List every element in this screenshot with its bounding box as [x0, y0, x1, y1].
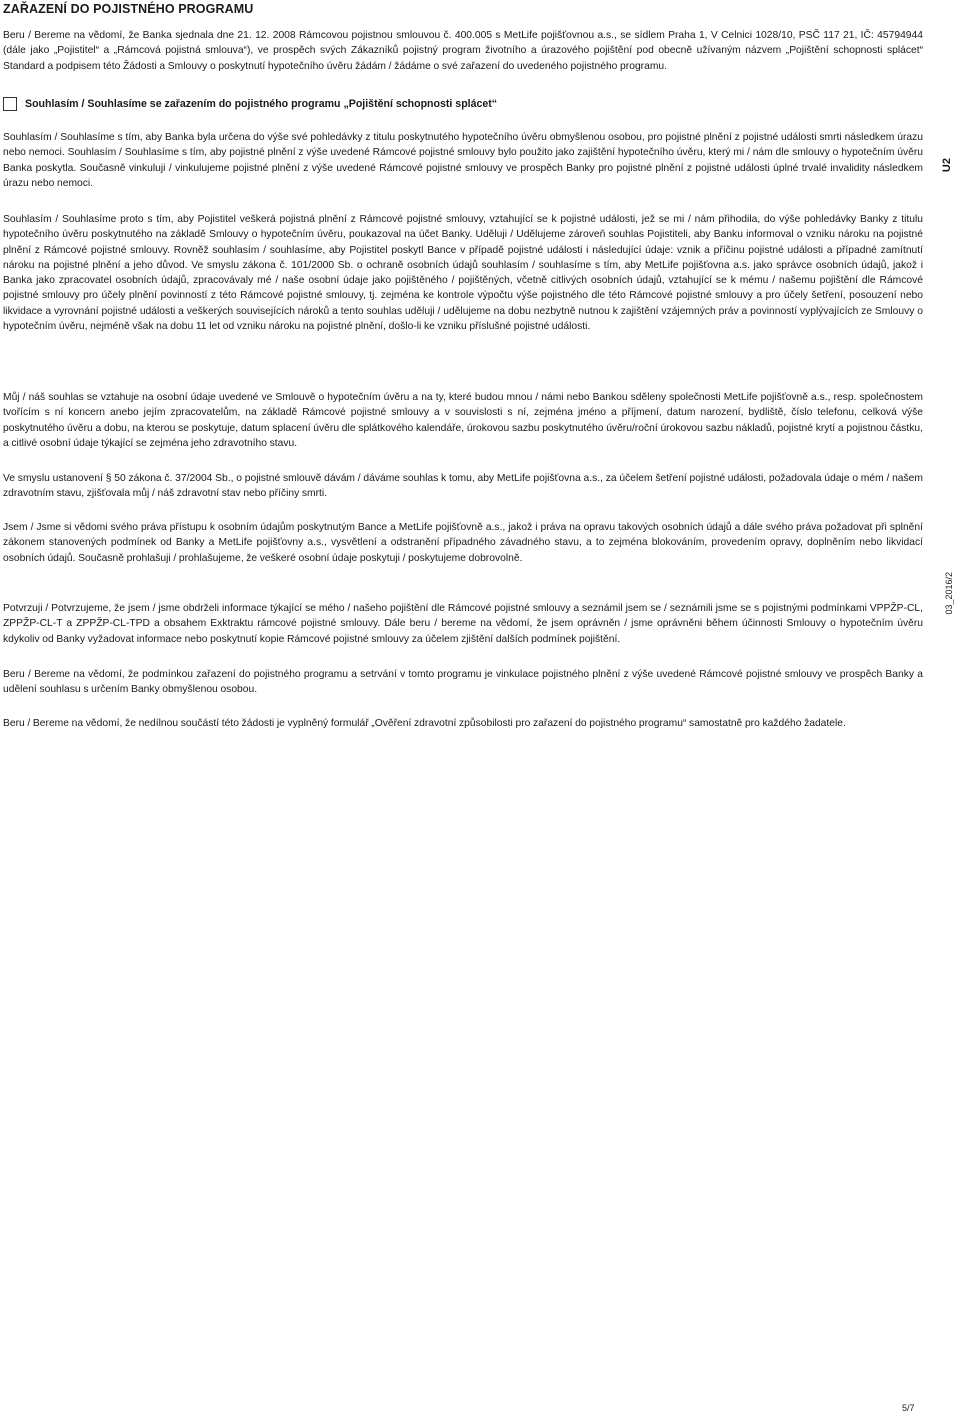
consent-checkbox-label: Souhlasím / Souhlasíme se zařazením do pojistného programu „Pojištění schopnosti splácet“	[25, 98, 498, 110]
paragraph-data-consent: Souhlasím / Souhlasíme proto s tím, aby Pojistitel veškerá pojistná plnění z Rámcové pojistné smlouvy, vztahující se k pojistné události, jež se mi / nám přihodila, do výše pohledávky Banky z titulu hypotečního úvěru poskytnutého na základě Smlouvy o hypotečním úvěru, poukazoval na účet Banky. Uděluji / Udělujeme zároveň souhlas Pojistiteli, aby Banku informoval o vzniku nároku na pojistné plnění z Rámcové pojistné smlouvy. Rovněž souhlasím / souhlasíme, aby Pojistitel poskytl Bance v případě pojistné události i následující údaje: vznik a příčinu pojistné události a případné zamítnutí nároku na pojistné plnění a jeho důvod. Ve smyslu zákona č. 101/2000 Sb. o ochraně osobních údajů souhlasím / souhlasíme s tím, aby MetLife pojišťovna a.s. jako správce osobních údajů, jakož i Banka jako zpracovatel osobních údajů, zpracovávaly mé / naše osobní údaje jako pojištěného / pojištěných, včetně citlivých osobních údajů, vztahující se k mému / našemu pojištění dle Rámcové pojistné smlouvy pro účely plnění povinností z této Rámcové pojistné smlouvy, tj. zejména ke kontrole výpočtu výše pojistného dle této Rámcové pojistné smlouvy a pro účely šetření, posouzení nebo likvidace a vyrovnání pojistné události a veškerých souvisejících nároků a tento souhlas uděluji / udělujeme na dobu nezbytně nutnou k zajištění vzájemných práv a povinností vyplývajících ze Smlouvy o hypotečním úvěru, nejméně však na dobu 11 let od vzniku nároku na pojistné plnění, došlo-li ke vzniku příslušné pojistné události.	[3, 214, 923, 333]
paragraph-rights: Jsem / Jsme si vědomi svého práva přístupu k osobním údajům poskytnutým Bance a MetLife pojišťovně a.s., jakož i práva na opravu takových osobních údajů a dále svého práva požadovat při splnění zákonem stanovených podmínek od Banky a MetLife pojišťovny a.s., vysvětlení a odstranění případného závadného stavu, a to zejména blokováním, provedením opravy, doplněním nebo likvidací osobních údajů. Současně prohlašuji / prohlašujeme, že veškeré osobní údaje poskytuji / poskytujeme dobrovolně.	[3, 522, 923, 564]
consent-checkbox[interactable]	[3, 97, 17, 111]
paragraph-confirmation: Potvrzuji / Potvrzujeme, že jsem / jsme obdrželi informace týkající se mého / našeho pojištění dle Rámcové pojistné smlouvy a seznámil jsem se / seznámili jsme se s pojistnými podmínkami VPPŽP-CL, ZPPŽP-CL-T a ZPPŽP-CL-TPD a obsahem Exktraktu rámcové pojistné smlouvy. Dále beru / bereme na vědomí, že jsem oprávněn / jsme oprávněni během účinnosti Smlouvy o hypotečním úvěru kdykoliv od Banky vyžadovat informace nebo poskytnutí kopie Rámcové pojistné smlouvy za účelem zjištění dalších podmínek pojištění.	[3, 603, 923, 645]
intro-paragraph: Beru / Bereme na vědomí, že Banka sjednala dne 21. 12. 2008 Rámcovou pojistnou smlouvou č. 400.005 s MetLife pojišťovnou a.s., se sídlem Praha 1, V Celnici 1028/10, PSČ 117 21, IČ: 45794944 (dále jako „Pojistitel“ a „Rámcová pojistná smlouva“), ve prospěch svých Zákazníků pojistný program životního a úrazového pojištění pod obecně užívaným názvem „Pojištění schopnosti splácet“ Standard a podpisem této Žádosti a Smlouvy o poskytnutí hypotečního úvěru žádám / žádáme o své zařazení do uvedeného pojistného programu.	[3, 30, 923, 72]
consent-row[interactable]	[3, 97, 923, 111]
form-code: 03_2016/2	[944, 572, 954, 615]
page-title: ZAŘAZENÍ DO POJISTNÉHO PROGRAMU	[3, 2, 254, 16]
page-number: 5/7	[902, 1403, 915, 1413]
paragraph-health-data: Ve smyslu ustanovení § 50 zákona č. 37/2004 Sb., o pojistné smlouvě dávám / dáváme souhlas k tomu, aby MetLife pojišťovna a.s., za účelem šetření pojistné události, požadovala údaje o mém / našem zdravotním stavu, zjišťovala můj / náš zdravotní stav nebo příčiny smrti.	[3, 473, 923, 500]
side-section-label: U2	[941, 158, 953, 173]
paragraph-beneficiary: Souhlasím / Souhlasíme s tím, aby Banka byla určena do výše své pohledávky z titulu poskytnutého hypotečního úvěru obmyšlenou osobou, pro pojistné plnění z pojistné události smrti následkem úrazu nebo nemoci. Souhlasím / Souhlasíme s tím, aby pojistné plnění z výše uvedené Rámcové pojistné smlouvy bylo použito jako zajištění hypotečního úvěru, který mi / nám dle smlouvy o hypotečním úvěru Banka poskytla. Současně vinkuluji / vinkulujeme pojistné plnění z výše uvedené Rámcové pojistné smlouvy ve prospěch Banky pro pojistné plnění z pojistné události úplné trvalé invalidity následkem úrazu nebo nemoci.	[3, 132, 923, 189]
paragraph-condition: Beru / Bereme na vědomí, že podmínkou zařazení do pojistného programu a setrvání v tomto programu je vinkulace pojistného plnění z výše uvedené Rámcové pojistné smlouvy ve prospěch Banky a udělení souhlasu s určením Banky obmyšlenou osobou.	[3, 669, 923, 696]
paragraph-personal-data-scope: Můj / náš souhlas se vztahuje na osobní údaje uvedené ve Smlouvě o hypotečním úvěru a na ty, které budou mnou / námi nebo Bankou sděleny společnosti MetLife pojišťovně a.s., resp. společnostem tvořícím s ní koncern anebo jejím zpracovatelům, na základě Rámcové pojistné smlouvy a v souvislosti s ní, zejména jméno a příjmení, datum narození, bydliště, číslo telefonu, celková výše poskytnutého úvěru a dobu, na kterou se poskytuje, datum splacení úvěru dle splátkového kalendáře, úrokovou sazbu poskytnutého úvěru/roční úrokovou sazbu nákladů, pojistné krytí a pojistnou částku, a citlivé osobní údaje týkající se zejména jeho zdravotního stavu.	[3, 392, 923, 449]
paragraph-health-form: Beru / Bereme na vědomí, že nedílnou součástí této žádosti je vyplněný formulář „Ověření zdravotní způsobilosti pro zařazení do pojistného programu“ samostatně pro každého žadatele.	[3, 718, 846, 729]
